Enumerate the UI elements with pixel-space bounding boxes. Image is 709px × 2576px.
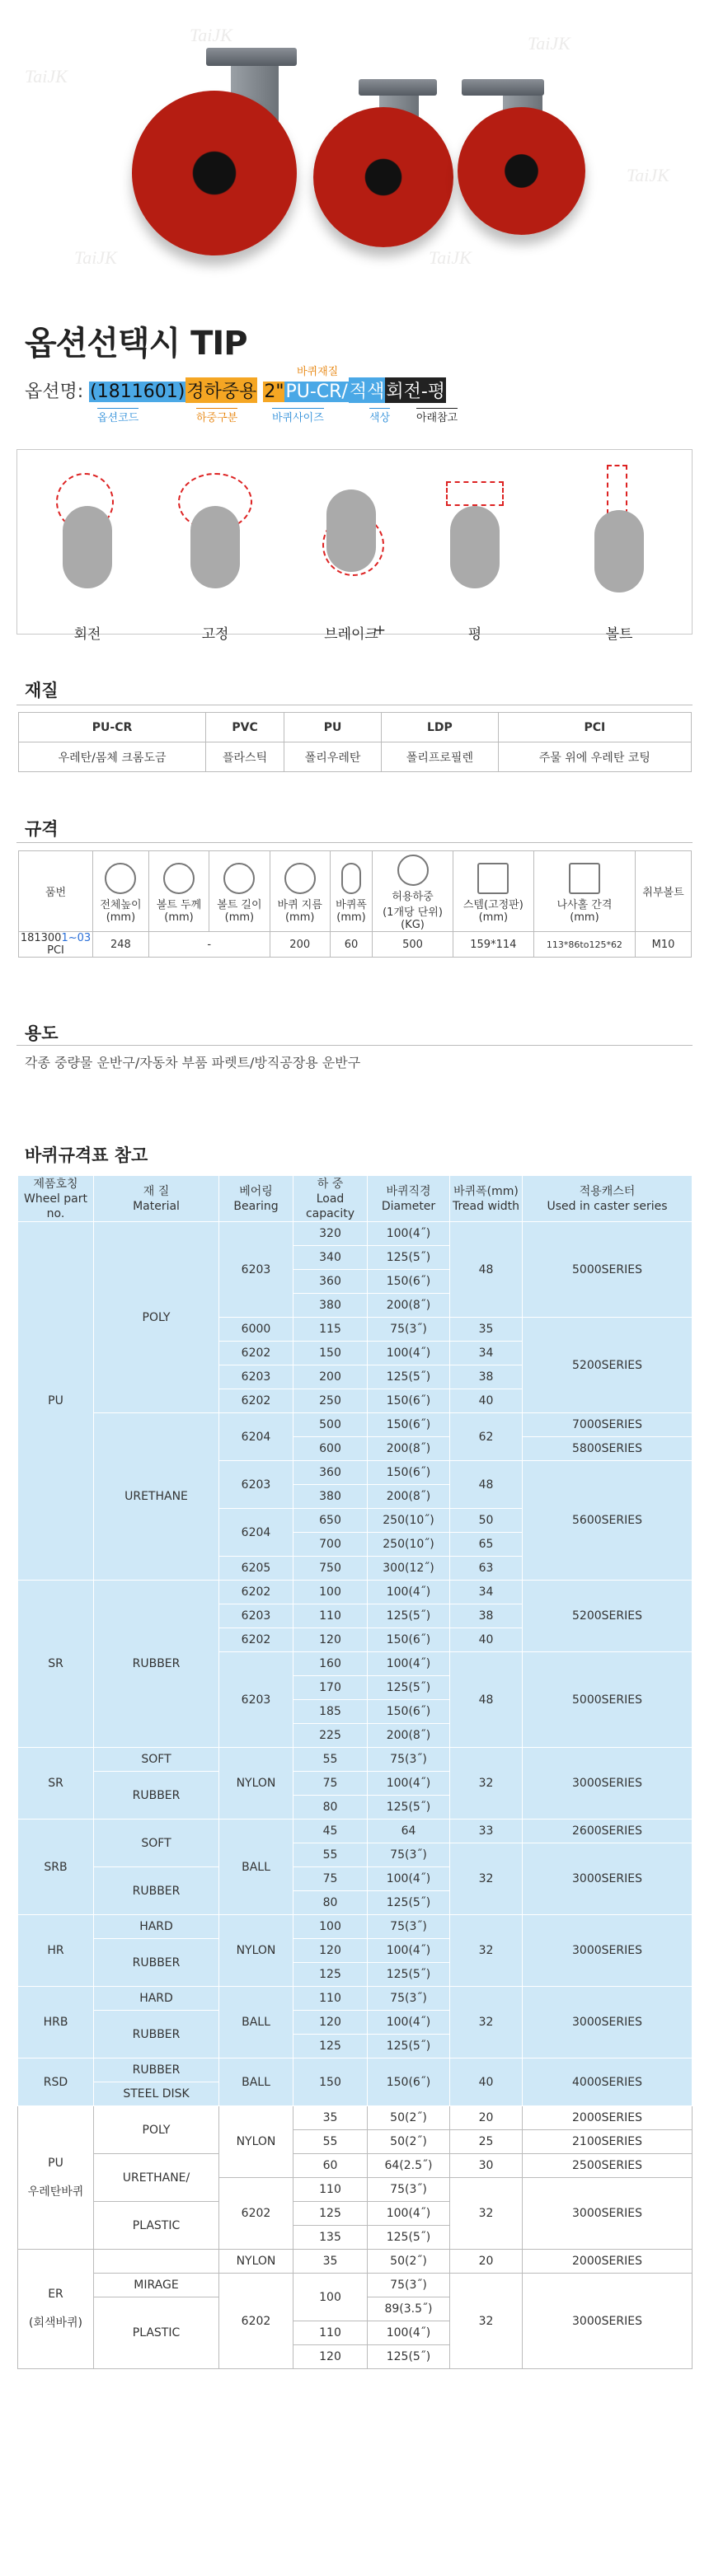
wheel-material [94,2250,219,2274]
material-header: PCI [498,713,691,742]
wheel-series: 3000SERIES [523,2274,693,2369]
wheel-material: POLY [94,2106,219,2154]
wheel-bearing: BALL [219,1987,293,2058]
caster-plate [206,48,297,66]
wheel-load: 55 [293,1748,368,1772]
wheel-material: RUBBER [94,1939,219,1987]
wheel-bearing: 6000 [219,1318,293,1342]
wheel-bearing: NYLON [219,1748,293,1820]
wheel-diameter: 100(4˝) [368,2011,450,2035]
tip-title: 옵션선택시 TIP [25,325,247,363]
wheel-bearing: BALL [219,1820,293,1915]
wheel-load: 750 [293,1557,368,1581]
label-load: 하중구분 [196,408,237,424]
caster-image [434,465,516,588]
material-header: PVC [206,713,284,742]
wheel-header: 베어링 Bearing [219,1176,293,1222]
wheel-load: 120 [293,2345,368,2369]
wheel-load: 120 [293,1628,368,1652]
wheel-diameter: 100(4˝) [368,2321,450,2345]
spec-col: 볼트 두께 (mm) [148,851,209,932]
wheel-load: 200 [293,1365,368,1389]
wheel-diameter: 125(5˝) [368,2035,450,2058]
wheel-width: 32 [450,1748,523,1820]
wheel-diameter: 150(6˝) [368,2058,450,2106]
wheel-bearing: BALL [219,2058,293,2106]
wheel-part-no: RSD [18,2058,94,2106]
spec-col: 바퀴폭 (mm) [330,851,372,932]
wheel-series: 3000SERIES [523,1843,693,1915]
option-bolt[interactable] [557,457,681,643]
wheel-diameter: 64(2.5˝) [368,2154,450,2178]
wheel-series: 2100SERIES [523,2130,693,2154]
option-label: 볼트 [605,626,633,643]
wheel-bearing: 6205 [219,1557,293,1581]
wheel-load: 110 [293,2321,368,2345]
option-panel [16,449,693,643]
wheel-width: 40 [450,2058,523,2106]
wheel-bearing: 6203 [219,1222,293,1318]
wheel-spec-table [17,1175,693,2369]
wheel-header: 바퀴직경 Diameter [368,1176,450,1222]
wheel-series: 5200SERIES [523,1318,693,1413]
wheel-series: 5200SERIES [523,1581,693,1652]
watermark: TaiJK [627,165,669,185]
wheel-load: 135 [293,2226,368,2250]
wheel-diameter: 50(2˝) [368,2250,450,2274]
plus-sign: + [373,622,387,639]
wheel-diameter: 125(5˝) [368,1891,450,1915]
watermark: TaiJK [528,33,570,54]
watermark: TaiJK [74,247,117,268]
option-material: PU-CR/ [285,382,348,402]
wheel-diameter: 250(10˝) [368,1533,450,1557]
wheel-bearing: 6202 [219,1342,293,1365]
wheel-width: 33 [450,1820,523,1843]
spec-bolt: M10 [636,932,692,958]
wheel-diameter: 75(3˝) [368,2178,450,2202]
wheel-width: 48 [450,1222,523,1318]
wheel-width: 38 [450,1604,523,1628]
material-value: 폴리우레탄 [284,742,382,772]
wheel-diameter: 125(5˝) [368,1365,450,1389]
wheel-part-no: PU [18,1222,94,1581]
wheel-load: 100 [293,1581,368,1604]
wheel-material: RUBBER [94,1867,219,1915]
divider [16,842,693,843]
wheel-diameter: 100(4˝) [368,1939,450,1963]
spec-value: 113*86to125*62 [533,932,635,958]
table-row [18,1987,693,2011]
wheel-series: 3000SERIES [523,2178,693,2250]
spec-value: 200 [270,932,330,958]
wheel-load: 600 [293,1437,368,1461]
wheel-diameter: 150(6˝) [368,1628,450,1652]
spec-value: - [148,932,270,958]
wheel-width: 40 [450,1628,523,1652]
wheel-series: 5000SERIES [523,1652,693,1748]
option-rotate[interactable] [26,457,149,643]
material-header: LDP [382,713,498,742]
section-material-title: 재질 [25,681,59,700]
table-row [18,2058,693,2082]
wheel-series: 3000SERIES [523,1748,693,1820]
wheel-load: 380 [293,1485,368,1509]
wheel-load: 150 [293,1342,368,1365]
wheel-width: 32 [450,1987,523,2058]
wheel-load: 650 [293,1509,368,1533]
spec-col: 스템(고정판) (mm) [453,851,533,932]
option-name-line [25,377,446,403]
wheel-material: PLASTIC [94,2202,219,2250]
wheel-diameter: 150(6˝) [368,1461,450,1485]
wheel-load: 110 [293,1987,368,2011]
watermark: TaiJK [429,247,472,268]
material-value: 폴리프로필렌 [382,742,498,772]
label-note: 아래참고 [416,408,458,424]
wheel-load: 35 [293,2106,368,2130]
wheel-material: RUBBER [94,1581,219,1748]
wheel-diameter: 50(2˝) [368,2130,450,2154]
wheel-width: 34 [450,1342,523,1365]
wheel-load: 225 [293,1724,368,1748]
caster-image [46,465,129,588]
wheel-header: 하 중 Load capacity [293,1176,368,1222]
wheel-material: SOFT [94,1820,219,1867]
wheel-load: 185 [293,1700,368,1724]
wheel-material: RUBBER [94,2058,219,2082]
wheel-material: PLASTIC [94,2297,219,2369]
wheel-header: 적용캐스터 Used in caster series [523,1176,693,1222]
wheel-diameter: 125(5˝) [368,1796,450,1820]
wheel-width: 62 [450,1413,523,1461]
option-rotation: 회전-평 [385,377,446,403]
table-row [18,1413,693,1437]
wheel-width: 48 [450,1461,523,1509]
table-row [18,1820,693,1843]
wheel-load: 55 [293,1843,368,1867]
bolt-thickness-icon [163,863,195,894]
wheel-diameter: 200(8˝) [368,1437,450,1461]
wheel-header: 바퀴폭(mm) Tread width [450,1176,523,1222]
wheel-series: 2000SERIES [523,2106,693,2130]
wheel-load: 120 [293,2011,368,2035]
wheel-load: 125 [293,2202,368,2226]
tip-top-label: 바퀴재질 [297,366,339,378]
wheel-width: 48 [450,1652,523,1748]
option-prefix: 옵션명: [25,382,84,402]
material-table [18,712,692,772]
wheel-material: MIRAGE [94,2274,219,2297]
option-label: 고정 [201,626,229,643]
wheel-load: 75 [293,1867,368,1891]
wheel-bearing: NYLON [219,2106,293,2178]
material-header: PU-CR [19,713,206,742]
wheel-diameter: 150(6˝) [368,1413,450,1437]
spec-value: 60 [330,932,372,958]
wheel-load: 80 [293,1891,368,1915]
wheel-load: 125 [293,2035,368,2058]
wheel-diameter: 125(5˝) [368,2226,450,2250]
wheel-load: 110 [293,1604,368,1628]
wheel-diameter: 200(8˝) [368,1294,450,1318]
spec-header-bolt: 취부볼트 [636,851,692,932]
wheel-material: POLY [94,1222,219,1413]
section-usage-title: 용도 [25,1023,59,1043]
load-icon [397,855,429,886]
wheel-material: RUBBER [94,1772,219,1820]
wheel-diameter: 200(8˝) [368,1724,450,1748]
wheel-series: 3000SERIES [523,1915,693,1987]
wheel-bearing: 6204 [219,1413,293,1461]
wheel-material: RUBBER [94,2011,219,2058]
wheel-diameter: 150(6˝) [368,1270,450,1294]
wheel-diameter: 75(3˝) [368,1318,450,1342]
wheel-load: 100 [293,1915,368,1939]
wheel-material: SOFT [94,1748,219,1772]
wheel-load: 115 [293,1318,368,1342]
wheel-diameter: 100(4˝) [368,1772,450,1796]
wheel-diameter: 200(8˝) [368,1485,450,1509]
wheel-load: 120 [293,1939,368,1963]
wheel-width: 34 [450,1581,523,1604]
table-row [18,2106,693,2130]
caster-image [578,465,660,588]
wheel-load: 380 [293,1294,368,1318]
spec-col: 나사홀 간격 (mm) [533,851,635,932]
wheel-series: 7000SERIES [523,1413,693,1437]
wheel-diameter: 100(4˝) [368,1581,450,1604]
table-row [18,1222,693,1246]
wheel-load: 360 [293,1461,368,1485]
spec-part-no: 1813001~03 PCI [19,932,93,958]
material-header: PU [284,713,382,742]
wheel-series: 5800SERIES [523,1437,693,1461]
wheel-width: 40 [450,1389,523,1413]
divider [16,1045,693,1046]
wheel-diameter: 75(3˝) [368,1843,450,1867]
spec-table [18,850,692,958]
wheel-load: 700 [293,1533,368,1557]
wheel-series: 2500SERIES [523,2154,693,2178]
wheel-diameter: 100(4˝) [368,2202,450,2226]
wheel-width: 30 [450,2154,523,2178]
wheel-width-icon [341,863,361,894]
spec-header-part: 품번 [19,851,93,932]
usage-text: 각종 중량물 운반구/자동차 부품 파렛트/방직공장용 운반구 [25,1055,361,1070]
wheel-series: 2000SERIES [523,2250,693,2274]
section-wheel-title: 바퀴규격표 참고 [25,1145,148,1165]
wheel-series: 3000SERIES [523,1987,693,2058]
caster-plate [462,79,544,96]
wheel-material: URETHANE/ [94,2154,219,2202]
wheel-load: 160 [293,1652,368,1676]
wheel-load: 80 [293,1796,368,1820]
wheel-bearing: 6202 [219,1628,293,1652]
wheel-diameter: 75(3˝) [368,1915,450,1939]
hero-product-image [0,0,709,297]
wheel-bearing: 6203 [219,1652,293,1748]
spec-value: 159*114 [453,932,533,958]
plate-icon [477,863,509,894]
caster-wheel [132,91,297,255]
wheel-diameter: 75(3˝) [368,2274,450,2297]
wheel-load: 75 [293,1772,368,1796]
wheel-series: 5600SERIES [523,1461,693,1581]
watermark: TaiJK [25,66,68,87]
wheel-load: 55 [293,2130,368,2154]
wheel-diameter: 125(5˝) [368,1963,450,1987]
wheel-width: 32 [450,1915,523,1987]
table-row [18,1915,693,1939]
wheel-diameter: 64 [368,1820,450,1843]
wheel-part-no: SR [18,1748,94,1820]
option-flat[interactable] [413,457,537,643]
caster-wheel [313,107,453,247]
wheel-bearing: 6204 [219,1509,293,1557]
wheel-load: 360 [293,1270,368,1294]
wheel-load: 340 [293,1246,368,1270]
wheel-part-no: ER (회색바퀴) [18,2250,94,2369]
option-fixed[interactable] [153,457,277,643]
hole-spacing-icon [569,863,600,894]
spec-col: 바퀴 지름 (mm) [270,851,330,932]
wheel-diameter: 300(12˝) [368,1557,450,1581]
wheel-width: 32 [450,1843,523,1915]
label-color: 색상 [369,408,390,424]
wheel-load: 45 [293,1820,368,1843]
material-value: 주물 위에 우레탄 코팅 [498,742,691,772]
table-row [18,2274,693,2297]
spec-col: 볼트 길이 (mm) [209,851,270,932]
wheel-diameter: 50(2˝) [368,2106,450,2130]
wheel-material: STEEL DISK [94,2082,219,2106]
wheel-diameter-icon [284,863,316,894]
wheel-load: 250 [293,1389,368,1413]
spec-col: 전체높이 (mm) [93,851,149,932]
wheel-bearing: 6202 [219,1581,293,1604]
wheel-diameter: 150(6˝) [368,1700,450,1724]
wheel-load: 35 [293,2250,368,2274]
wheel-bearing: 6203 [219,1365,293,1389]
wheel-diameter: 100(4˝) [368,1867,450,1891]
wheel-part-no: SRB [18,1820,94,1915]
wheel-bearing: 6202 [219,1389,293,1413]
wheel-material: URETHANE [94,1413,219,1581]
wheel-bearing: 6202 [219,2178,293,2250]
caster-wheel [458,107,585,235]
wheel-bearing: 6202 [219,2274,293,2369]
wheel-series: 2600SERIES [523,1820,693,1843]
wheel-load: 125 [293,1963,368,1987]
wheel-load: 150 [293,2058,368,2106]
table-row [18,1581,693,1604]
wheel-diameter: 89(3.5˝) [368,2297,450,2321]
wheel-bearing: NYLON [219,2250,293,2274]
wheel-bearing: NYLON [219,1915,293,1987]
caster-plate [359,79,437,96]
option-label: 브레이크 [324,626,378,643]
wheel-diameter: 75(3˝) [368,1987,450,2011]
wheel-diameter: 100(4˝) [368,1652,450,1676]
option-color: 적색 [349,377,386,403]
wheel-width: 38 [450,1365,523,1389]
option-label: 평 [467,626,482,643]
option-code: (1811601) [90,382,185,402]
wheel-diameter: 125(5˝) [368,1246,450,1270]
height-icon [105,863,136,894]
wheel-load: 100 [293,2274,368,2321]
label-option-code: 옵션코드 [97,408,139,424]
wheel-load: 60 [293,2154,368,2178]
wheel-diameter: 250(10˝) [368,1509,450,1533]
wheel-header: 재 질 Material [94,1176,219,1222]
wheel-series: 4000SERIES [523,2058,693,2106]
wheel-diameter: 125(5˝) [368,2345,450,2369]
wheel-width: 50 [450,1509,523,1533]
wheel-header: 제품호칭 Wheel part no. [18,1176,94,1222]
wheel-width: 32 [450,2178,523,2250]
wheel-load: 170 [293,1676,368,1700]
wheel-diameter: 150(6˝) [368,1389,450,1413]
wheel-width: 65 [450,1533,523,1557]
wheel-width: 32 [450,2274,523,2369]
label-size: 바퀴사이즈 [272,408,324,424]
wheel-part-no: HR [18,1915,94,1987]
wheel-part-no: HRB [18,1987,94,2058]
wheel-series: 5000SERIES [523,1222,693,1318]
wheel-load: 110 [293,2178,368,2202]
option-load: 경하중용 [185,377,257,403]
watermark: TaiJK [190,25,232,45]
wheel-diameter: 125(5˝) [368,1676,450,1700]
option-label: 회전 [73,626,101,643]
option-size: 2" [264,382,284,402]
table-row [18,2250,693,2274]
material-value: 우레탄/몸체 크롬도금 [19,742,206,772]
wheel-material: HARD [94,1915,219,1939]
spec-col: 허용하중 (1개당 단위) (KG) [373,851,453,932]
spec-value: 500 [373,932,453,958]
wheel-width: 20 [450,2250,523,2274]
section-spec-title: 규격 [25,819,59,839]
wheel-diameter: 125(5˝) [368,1604,450,1628]
wheel-width: 35 [450,1318,523,1342]
wheel-load: 500 [293,1413,368,1437]
table-row [18,2154,693,2178]
wheel-bearing: 6203 [219,1604,293,1628]
wheel-load: 320 [293,1222,368,1246]
table-row [18,1748,693,1772]
wheel-material: HARD [94,1987,219,2011]
wheel-width: 20 [450,2106,523,2130]
material-value: 플라스틱 [206,742,284,772]
spec-value: 248 [93,932,149,958]
wheel-diameter: 75(3˝) [368,1748,450,1772]
caster-image [174,465,256,588]
wheel-diameter: 100(4˝) [368,1342,450,1365]
wheel-width: 63 [450,1557,523,1581]
wheel-part-no: SR [18,1581,94,1748]
wheel-part-no: PU 우레탄바퀴 [18,2106,94,2250]
wheel-width: 25 [450,2130,523,2154]
wheel-diameter: 100(4˝) [368,1222,450,1246]
bolt-length-icon [223,863,255,894]
wheel-bearing: 6203 [219,1461,293,1509]
